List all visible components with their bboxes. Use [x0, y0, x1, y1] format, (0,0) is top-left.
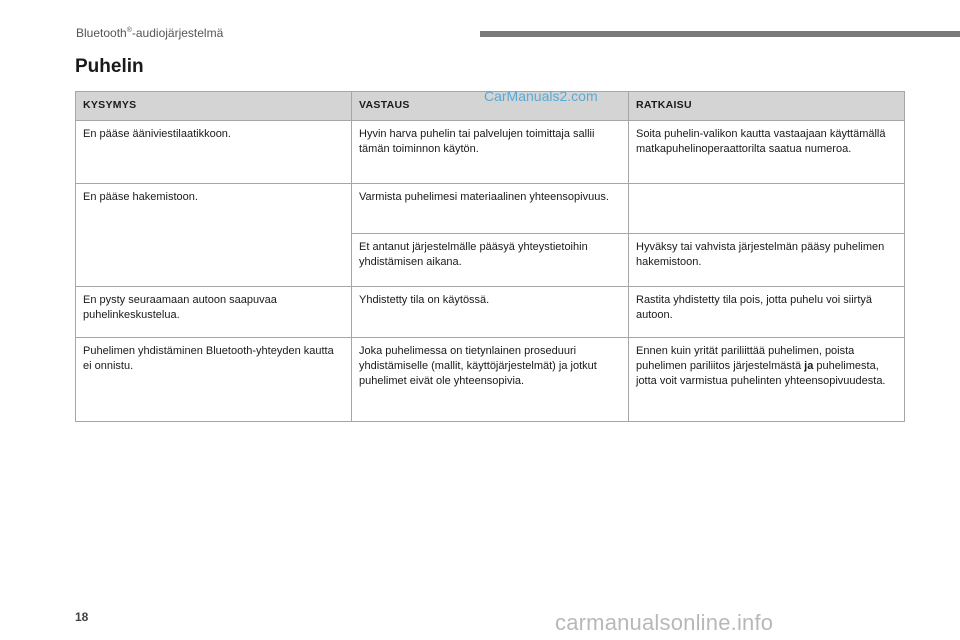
page-number: 18 — [75, 610, 89, 624]
solution-cell — [629, 184, 905, 234]
column-header-question: KYSYMYS — [76, 92, 352, 121]
answer-cell: Hyvin harva puhelin tai palvelujen toimittaja sallii tämän toiminnon käytön. — [352, 121, 629, 184]
table-row — [76, 338, 905, 422]
solution-cell: Soita puhelin-valikon kautta vastaajaan käyttämällä matkapuhelinoperaattorilta saatua numeroa. — [629, 121, 905, 184]
solution-text-part: puhelimesta, jotta voit varmistua puhelinten yhteensopivuudesta. — [636, 360, 886, 387]
column-header-solution: RATKAISU — [629, 92, 905, 121]
answer-cell: Yhdistetty tila on käytössä. — [352, 287, 629, 338]
table-row — [76, 287, 905, 338]
question-cell: En pääse ääniviestilaatikkoon. — [76, 121, 352, 184]
solution-cell: Hyväksy tai vahvista järjestelmän pääsy puhelimen hakemistoon. — [629, 234, 905, 287]
column-header-answer: VASTAUS — [352, 92, 629, 121]
watermark-carmanuals2: CarManuals2.com — [484, 88, 598, 104]
watermark-carmanualsonline: carmanualsonline.info — [555, 610, 774, 635]
solution-bold-word: ja — [804, 360, 814, 372]
page-title: Puhelin — [75, 56, 144, 77]
header-title-pre: Bluetooth — [76, 26, 127, 40]
answer-cell: Varmista puhelimesi materiaalinen yhteensopivuus. — [352, 184, 629, 234]
question-cell: Puhelimen yhdistäminen Bluetooth-yhteyden kautta ei onnistu. — [76, 338, 352, 422]
solution-text-part: Ennen kuin yrität pariliittää puhelimen, poista puhelimen pariliitos järjestelmästä — [636, 345, 855, 372]
table-row — [76, 184, 905, 234]
solution-cell: Rastita yhdistetty tila pois, jotta puhelu voi siirtyä autoon. — [629, 287, 905, 338]
troubleshooting-table — [75, 91, 905, 422]
header-divider-bar — [480, 31, 960, 37]
question-cell: En pääse hakemistoon. — [76, 184, 352, 287]
answer-cell: Joka puhelimessa on tietynlainen proseduuri yhdistämiselle (mallit, käyttöjärjestelmät) ja jotkut puhelimet eivät ole yhteensopivia. — [352, 338, 629, 422]
answer-cell: Et antanut järjestelmälle pääsyä yhteystietoihin yhdistämisen aikana. — [352, 234, 629, 287]
running-header — [76, 26, 223, 40]
question-cell: En pysty seuraamaan autoon saapuvaa puhelinkeskustelua. — [76, 287, 352, 338]
table-row — [76, 121, 905, 184]
solution-cell — [629, 338, 905, 422]
registered-mark: ® — [126, 27, 132, 34]
header-title-post: -audiojärjestelmä — [131, 26, 224, 40]
